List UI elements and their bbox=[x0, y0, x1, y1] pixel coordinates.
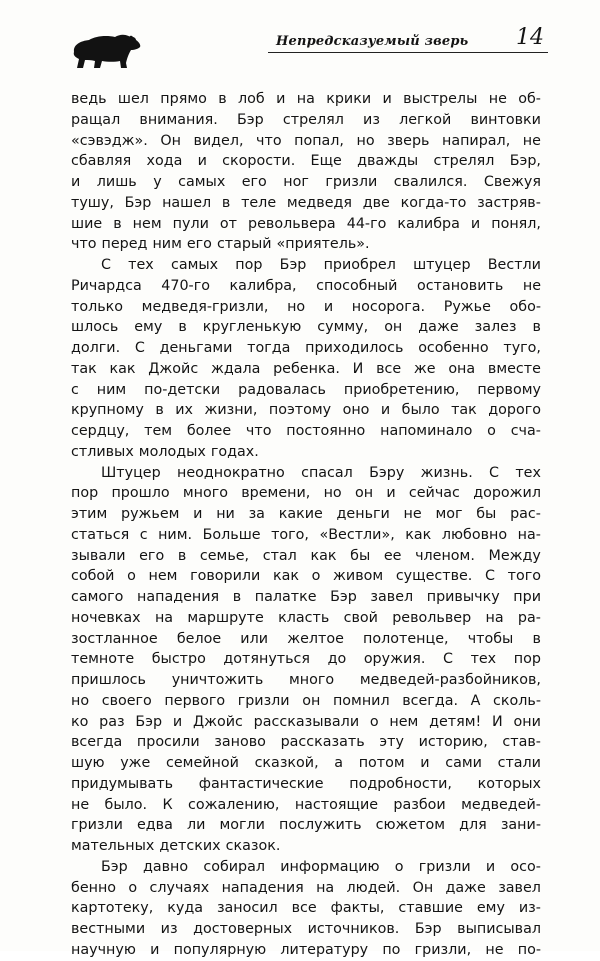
text-line: зостланное белое или желтое полотенце, чтобы в bbox=[71, 630, 541, 647]
text-line: крупному в их жизни, поэтому оно и было так дорого bbox=[71, 402, 541, 419]
text-line: зывали его в семье, стал как бы ее членом. Между bbox=[71, 547, 541, 564]
page-number: 14 bbox=[516, 25, 544, 50]
text-line: что перед ним его старый «приятель». bbox=[71, 236, 370, 253]
text-line: придумывать фантастические подробности, которых bbox=[71, 775, 541, 792]
text-line: ночевках на маршруте класть свой револьвер на ра- bbox=[71, 609, 541, 626]
running-title: Непредсказуемый зверь bbox=[276, 34, 469, 49]
text-line: статься с ним. Больше того, «Вестли», как любовно на- bbox=[71, 526, 541, 543]
text-line: сбавляя хода и скорости. Еще дважды стрелял Бэр, bbox=[71, 153, 541, 170]
text-line: картотеку, куда заносил все факты, ставшие ему из- bbox=[71, 900, 541, 917]
text-line: всегда просили заново рассказать эту историю, став- bbox=[71, 734, 541, 751]
text-line: и лишь у самых его ног гризли свалился. Свежуя bbox=[71, 174, 541, 190]
text-line: вестными из достоверных источников. Бэр выписывал bbox=[71, 921, 541, 937]
text-line: Штуцер неоднократно спасал Бэру жизнь. С тех bbox=[101, 464, 541, 481]
text-line: долги. С деньгами тогда приходилось особенно туго, bbox=[71, 340, 541, 356]
text-line: пришлось уничтожить много медведей-разбойников, bbox=[71, 672, 541, 688]
text-line: тушу, Бэр нашел в теле медведя две когда-то застряв- bbox=[71, 194, 541, 211]
text-line: гризли едва ли могли послужить сюжетом для зани- bbox=[71, 817, 541, 834]
bear-silhouette-icon bbox=[68, 30, 142, 72]
text-line: этим ружьем и ни за какие деньги не мог бы рас- bbox=[71, 506, 541, 522]
text-line: С тех самых пор Бэр приобрел штуцер Вестли bbox=[101, 257, 541, 273]
text-line: собой о нем говорили как о живом существе. С того bbox=[71, 568, 541, 585]
text-line: Ричардса 470-го калибра, способный остановить не bbox=[71, 277, 541, 294]
text-line: так как Джойс ждала ребенка. И все же она вместе bbox=[71, 360, 541, 377]
text-line: мательных детских сказок. bbox=[71, 838, 281, 854]
text-line: ведь шел прямо в лоб и на крики и выстрелы не об- bbox=[71, 91, 541, 107]
text-line: не было. К сожалению, настоящие разбои медведей- bbox=[71, 796, 541, 813]
text-line: темноте быстро дотянуться до оружия. С тех пор bbox=[71, 651, 541, 668]
text-line: шую уже семейной сказкой, а потом и сами стали bbox=[71, 755, 541, 771]
text-line: но своего первого гризли он помнил всегда. А сколь- bbox=[71, 692, 541, 709]
text-line: самого нападения в палатке Бэр завел привычку при bbox=[71, 589, 541, 605]
text-line: сердцу, тем более что постоянно напоминало о сча- bbox=[71, 423, 541, 439]
text-line: стливых молодых годах. bbox=[71, 443, 259, 460]
text-line: пор прошло много времени, но он и сейчас дорожил bbox=[71, 485, 541, 502]
text-line: шие в нем пули от револьвера 44-го калибра и понял, bbox=[71, 215, 541, 232]
text-line: Бэр давно собирал информацию о гризли и осо- bbox=[101, 858, 541, 875]
text-line: с ним по-детски радовалась приобретению, первому bbox=[71, 381, 541, 398]
text-line: бенно о случаях нападения на людей. Он даже завел bbox=[71, 879, 541, 896]
text-line: «сэвэдж». Он видел, что попал, но зверь напирал, не bbox=[71, 132, 541, 149]
text-line: только медведя-гризли, но и носорога. Ружье обо- bbox=[71, 298, 541, 315]
header-rule bbox=[268, 52, 548, 53]
body-text bbox=[71, 89, 541, 961]
text-line: научную и популярную литературу по гризли, не по- bbox=[71, 941, 541, 958]
text-line: шлось ему в кругленькую сумму, он даже залез в bbox=[71, 319, 541, 336]
text-line: ращал внимания. Бэр стрелял из легкой винтовки bbox=[71, 111, 541, 128]
text-line: ко раз Бэр и Джойс рассказывали о нем детям! И они bbox=[71, 713, 541, 730]
page-header bbox=[64, 22, 548, 62]
